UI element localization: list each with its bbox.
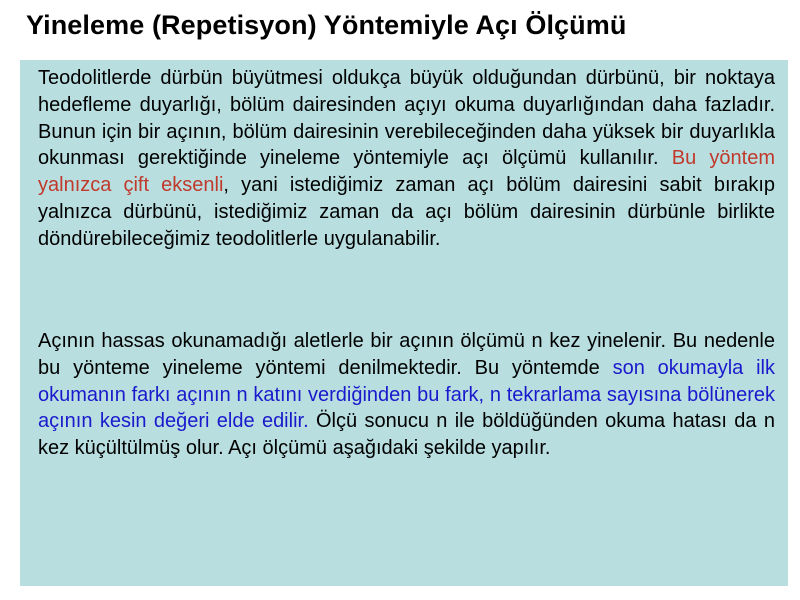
content-panel: [20, 60, 788, 586]
slide-title: Yineleme (Repetisyon) Yöntemiyle Açı Ölçümü: [26, 10, 627, 40]
paragraph-2-text-a: Açının hassas okunamadığı aletlerle bir açının ölçümü n kez yinelenir. Bu nedenle bu yönteme yineleme yöntemi denilmektedir. Bu yöntemde: [38, 330, 775, 379]
title-bar: [0, 0, 800, 60]
paragraph-2-highlight: son okumayla ilk okumanın farkı açının n katını verdiğinden bu fark, n tekrarlama sayısına bölünerek açının kesin değeri elde edilir.: [38, 356, 775, 433]
paragraph-1-text-a: Teodolitlerde dürbün büyütmesi oldukça büyük olduğundan dürbünü, bir noktaya hedefleme duyarlığı, bölüm dairesinden açıyı okuma duyarlığından daha fazladır. Bunun için bir açının, bölüm dairesinin verebileceğinden daha yüksek bir duyarlıkla okunması gerektiğinde yineleme yöntemiyle açı ölçümü kullanılır.: [38, 67, 775, 170]
paragraph-2-text-b: Ölçü sonucu n ile böldüğünden okuma hatası da n kez küçültülmüş olur. Açı ölçümü aşağıdaki şekilde yapılır.: [38, 410, 776, 460]
bottom-margin: [0, 586, 800, 600]
paragraph-2: [38, 328, 775, 462]
paragraph-1: [38, 65, 775, 253]
paragraph-1-highlight: Bu yöntem yalnızca çift eksenli: [38, 147, 775, 197]
paragraph-1-text-b: , yani istediğimiz zaman açı bölüm dairesini sabit bırakıp yalnızca dürbünü, istediğimiz zaman da açı bölüm dairesinin dürbünle birlikte döndürebileceğimiz teodolitlerle uygulanabilir.: [38, 174, 775, 250]
